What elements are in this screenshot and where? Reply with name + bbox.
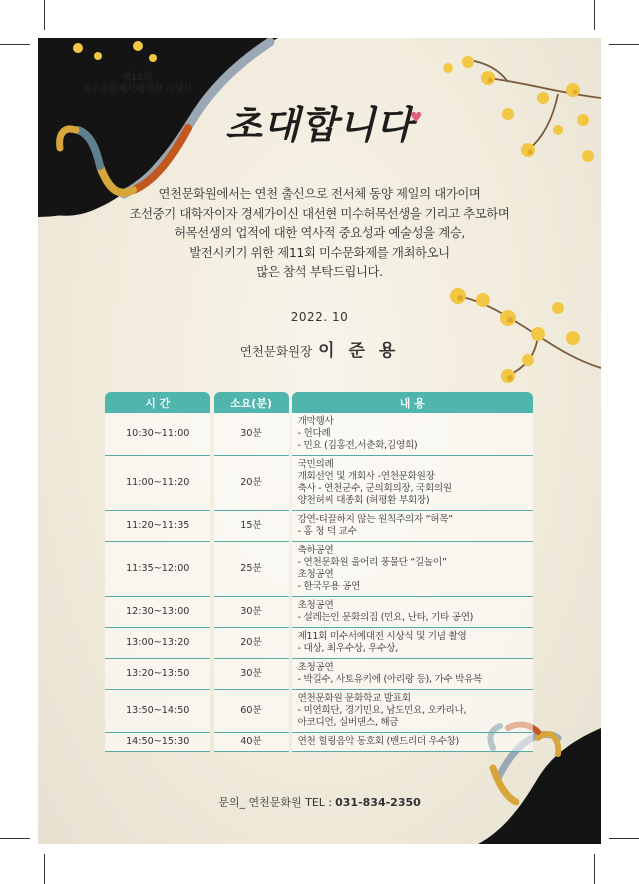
header-time: 시 간: [105, 392, 210, 413]
table-row: [105, 456, 533, 511]
crop-mark: [594, 854, 595, 884]
cell-content: [292, 511, 533, 542]
cell-time: 12:30~13:00: [105, 597, 210, 628]
cell-time: 13:00~13:20: [105, 628, 210, 659]
content-line: 아코디언, 실버댄스, 해금: [297, 717, 399, 728]
cell-time: 11:35~12:00: [105, 542, 210, 597]
content-line: - 민요 (김홍전,서춘화,김영희): [297, 440, 418, 451]
heart-icon: ♥: [410, 110, 423, 126]
content-line: - 헌다례: [297, 428, 331, 439]
signature-title: 연천문화원장: [239, 344, 313, 359]
cell-content: [292, 597, 533, 628]
event-number: 제11회: [121, 72, 153, 83]
table-row: [105, 511, 533, 542]
content-line: - 연천문화원 울어리 풍물단 “길놀이”: [297, 557, 447, 568]
table-row: [105, 542, 533, 597]
cell-time: 10:30~11:00: [105, 413, 210, 456]
crop-mark: [0, 44, 30, 45]
cell-duration: 30분: [214, 413, 289, 456]
body-line: 허목선생의 업적에 대한 역사적 중요성과 예술성을 계승,: [174, 225, 465, 241]
cell-duration: 20분: [214, 628, 289, 659]
invitation-poster: [38, 38, 601, 844]
body-line: 발전시키기 위한 제11회 미수문화제를 개최하오니: [189, 244, 450, 260]
event-label: [52, 72, 222, 96]
content-line: - 미연희단, 경기민요, 남도민요, 오카리나,: [297, 705, 467, 716]
content-line: 개회선언 및 개회사 -연천문화원장: [297, 471, 435, 482]
header-duration: 소요(분): [214, 392, 289, 413]
header-content: 내 용: [292, 392, 533, 413]
body-line: 연천문화원에서는 연천 출신으로 전서체 동양 제일의 대가이며: [158, 186, 481, 201]
date: 2022. 10: [290, 310, 349, 324]
cell-content: [292, 628, 533, 659]
content-line: - 대상, 최우수상, 우수상,: [297, 643, 398, 654]
content-line: 개막행사: [297, 416, 334, 427]
content-line: 축사 - 연천군수, 군의회의장, 국회의원: [297, 483, 452, 494]
table-row: [105, 413, 533, 456]
cell-duration: 30분: [214, 659, 289, 690]
table-header-row: [105, 392, 533, 413]
content-line: 초청공연: [297, 662, 334, 673]
crop-mark: [44, 854, 45, 884]
invitation-body: [78, 184, 561, 282]
signature: [38, 336, 601, 361]
schedule-table: [105, 392, 533, 752]
crop-mark: [0, 838, 30, 839]
content-line: 제11회 미수서예대전 시상식 및 기념 촬영: [297, 631, 467, 642]
cell-content: [292, 413, 533, 456]
content-line: 양천허씨 대종회 (허평환 부회장): [297, 495, 430, 506]
table-row: [105, 628, 533, 659]
cell-content: [292, 690, 533, 733]
contact-info: [38, 794, 601, 810]
table-row: [105, 597, 533, 628]
cell-duration: 15분: [214, 511, 289, 542]
contact-phone: 031-834-2350: [335, 796, 421, 809]
cell-duration: 40분: [214, 733, 289, 752]
cell-time: 14:50~15:30: [105, 733, 210, 752]
content-line: 연천 힐링음악 동호회 (밴드리더 우수창): [297, 736, 459, 747]
cell-time: 11:20~11:35: [105, 511, 210, 542]
content-line: - 설레는인 문화의집 (민요, 난타, 기타 공연): [297, 612, 474, 623]
cell-duration: 30분: [214, 597, 289, 628]
contact-label: 문의_ 연천문화원 TEL :: [218, 796, 333, 809]
body-line: 조선중기 대학자이자 경세가이신 대선현 미수허목선생을 기리고 추모하며: [129, 205, 510, 221]
cell-content: [292, 659, 533, 690]
content-line: 국민의례: [297, 459, 334, 470]
table-row: [105, 659, 533, 690]
cell-duration: 20분: [214, 456, 289, 511]
signature-name: 이 준 용: [318, 341, 400, 361]
cell-content: [292, 733, 533, 752]
table-body: [105, 413, 533, 752]
headline: 초대합니다: [225, 102, 414, 147]
content-line: - 홍 청 덕 교수: [297, 526, 357, 537]
content-line: 강연-티끌하지 않는 원칙주의자 “허목”: [297, 514, 453, 525]
table-row: [105, 733, 533, 752]
cell-duration: 25분: [214, 542, 289, 597]
cell-content: [292, 542, 533, 597]
event-title: 미수문화제서예대전 시상식: [82, 84, 192, 95]
crop-mark: [44, 0, 45, 30]
cell-time: 13:20~13:50: [105, 659, 210, 690]
cell-time: 11:00~11:20: [105, 456, 210, 511]
content-line: 초청공연: [297, 600, 334, 611]
table-row: [105, 690, 533, 733]
cell-duration: 60분: [214, 690, 289, 733]
crop-mark: [609, 44, 639, 45]
cell-time: 13:50~14:50: [105, 690, 210, 733]
content-line: 초청공연: [297, 569, 334, 580]
content-line: 축하공연: [297, 545, 334, 556]
crop-mark: [594, 0, 595, 30]
content-line: 연천문화원 문화학교 발표회: [297, 693, 411, 704]
cell-content: [292, 456, 533, 511]
content-line: - 한국무용 공연: [297, 581, 361, 592]
crop-mark: [609, 838, 639, 839]
content-line: - 박길수, 사토유키에 (아리랑 등), 가수 박유복: [297, 674, 483, 685]
body-line: 많은 참석 부탁드립니다.: [256, 264, 383, 280]
